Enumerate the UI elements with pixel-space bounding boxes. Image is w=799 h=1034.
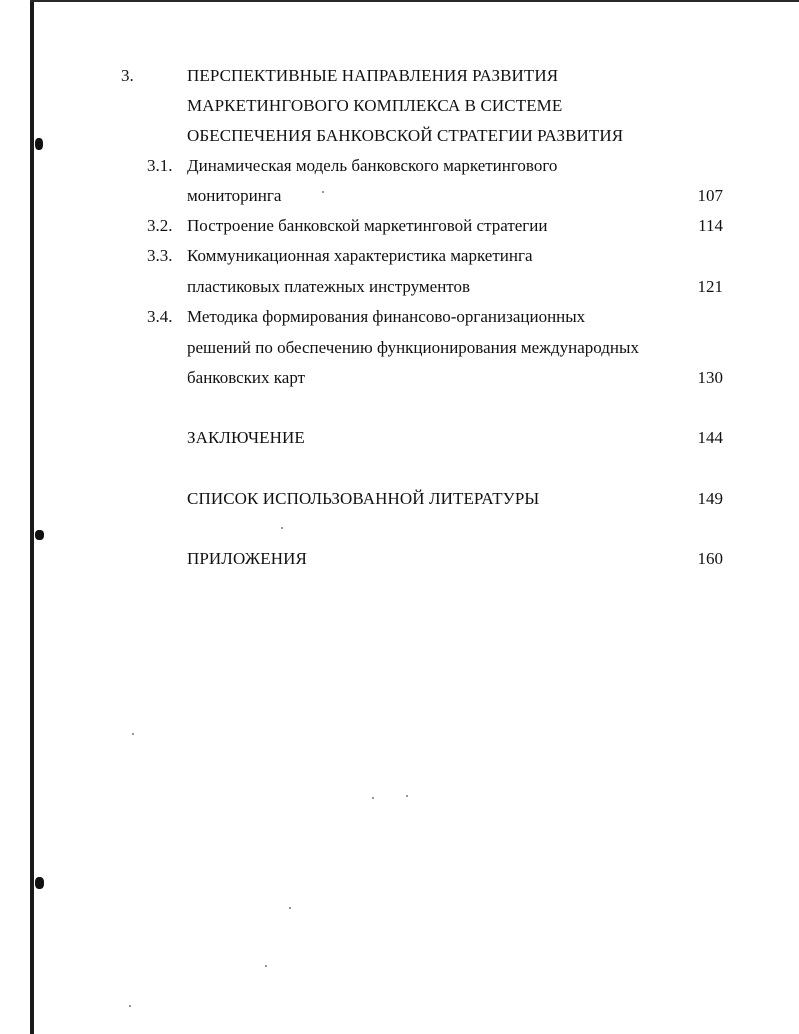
bibliography-page-number: 149 xyxy=(697,489,723,508)
section-number: 3.4. xyxy=(147,307,173,326)
section-number: 3.3. xyxy=(147,246,173,265)
binding-hole-mark xyxy=(35,530,44,540)
scan-speck xyxy=(281,527,283,529)
scan-speck xyxy=(372,797,374,799)
appendices-page-number: 160 xyxy=(697,549,723,568)
section-title-line: Динамическая модель банковского маркетингового xyxy=(187,156,558,175)
section-page-number: 107 xyxy=(697,186,723,205)
binding-hole-mark xyxy=(35,138,43,150)
scan-top-edge xyxy=(30,0,799,2)
binding-hole-mark xyxy=(35,877,44,889)
conclusion-page-number: 144 xyxy=(697,428,723,447)
chapter-number: 3. xyxy=(121,66,134,85)
section-title-line: Построение банковской маркетинговой стратегии xyxy=(187,216,548,235)
section-title-line: Коммуникационная характеристика маркетинга xyxy=(187,246,533,265)
section-page-number: 114 xyxy=(698,216,723,235)
scan-speck xyxy=(132,733,134,735)
chapter-title-line: МАРКЕТИНГОВОГО КОМПЛЕКСА В СИСТЕМЕ xyxy=(187,96,563,115)
scan-speck xyxy=(289,907,291,909)
scan-speck xyxy=(406,795,408,797)
bibliography-title: СПИСОК ИСПОЛЬЗОВАННОЙ ЛИТЕРАТУРЫ xyxy=(187,489,540,508)
section-title-line: решений по обеспечению функционирования международных xyxy=(187,338,639,357)
section-title-line: Методика формирования финансово-организационных xyxy=(187,307,586,326)
section-title-line: банковских карт xyxy=(187,368,306,387)
chapter-title-line: ПЕРСПЕКТИВНЫЕ НАПРАВЛЕНИЯ РАЗВИТИЯ xyxy=(187,66,559,85)
scan-speck xyxy=(322,191,324,193)
scan-speck xyxy=(265,965,267,967)
section-title-line: пластиковых платежных инструментов xyxy=(187,277,471,296)
scan-left-edge xyxy=(30,0,34,1034)
section-title-line: мониторинга xyxy=(187,186,282,205)
chapter-title-line: ОБЕСПЕЧЕНИЯ БАНКОВСКОЙ СТРАТЕГИИ РАЗВИТИЯ xyxy=(187,126,624,145)
section-number: 3.2. xyxy=(147,216,173,235)
section-page-number: 121 xyxy=(697,277,723,296)
section-number: 3.1. xyxy=(147,156,173,175)
conclusion-title: ЗАКЛЮЧЕНИЕ xyxy=(187,428,305,447)
scan-speck xyxy=(129,1005,131,1007)
appendices-title: ПРИЛОЖЕНИЯ xyxy=(187,549,307,568)
section-page-number: 130 xyxy=(697,368,723,387)
